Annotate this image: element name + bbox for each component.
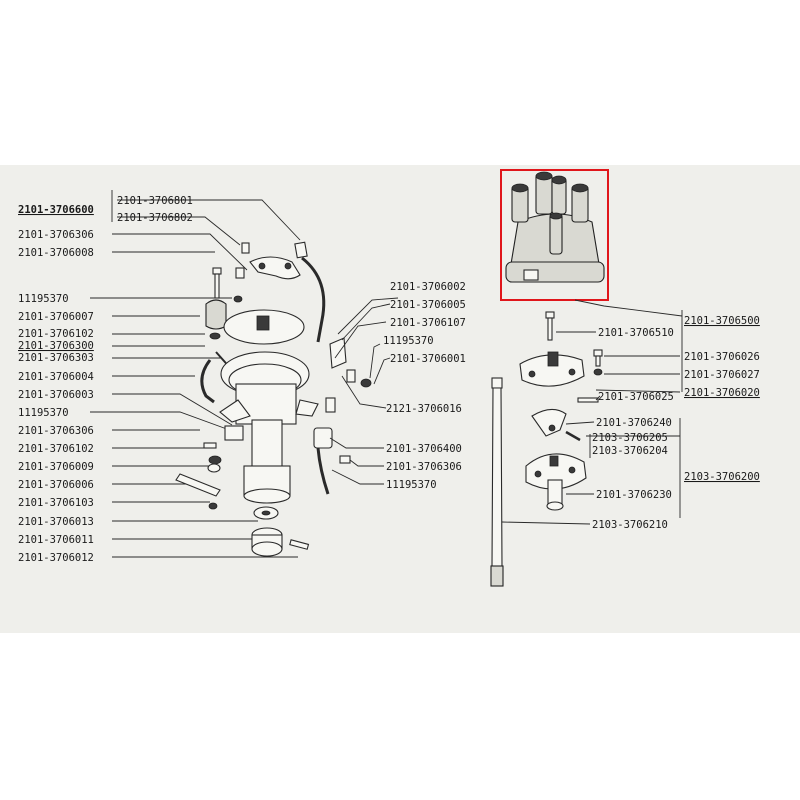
part-label: 2101-3706303 — [18, 352, 94, 364]
part-label: 2101-3706009 — [18, 461, 94, 473]
part-label: 2101-3706001 — [390, 353, 466, 365]
part-label: 2101-3706002 — [390, 281, 466, 293]
part-label: 2101-3706801 — [117, 195, 193, 207]
part-label: 2101-3706240 — [596, 417, 672, 429]
distributor-assembly — [90, 190, 398, 557]
part-label: 2101-3706500 — [684, 315, 760, 327]
part-label: 2103-3706205 — [592, 432, 668, 444]
part-label: 2101-3706102 — [18, 443, 94, 455]
part-label: 2101-3706003 — [18, 389, 94, 401]
part-label: 2101-3706802 — [117, 212, 193, 224]
part-label: 2101-3706007 — [18, 311, 94, 323]
part-label: 2101-3706230 — [596, 489, 672, 501]
part-label: 2101-3706510 — [598, 327, 674, 339]
part-label: 2101-3706005 — [390, 299, 466, 311]
part-label: 11195370 — [383, 335, 434, 347]
part-label: 2101-3706026 — [684, 351, 760, 363]
part-label: 2101-3706300 — [18, 340, 94, 352]
part-label: 2101-3706600 — [18, 204, 94, 216]
part-label: 2101-3706012 — [18, 552, 94, 564]
part-label: 2101-3706013 — [18, 516, 94, 528]
part-label: 2103-3706200 — [684, 471, 760, 483]
distributor-cap — [506, 172, 604, 282]
part-label: 2101-3706103 — [18, 497, 94, 509]
left-labels — [18, 195, 193, 564]
middle-labels — [383, 281, 466, 491]
part-label: 2101-3706006 — [18, 479, 94, 491]
part-label: 2101-3706027 — [684, 369, 760, 381]
part-label: 11195370 — [18, 407, 69, 419]
part-label: 2101-3706102 — [18, 328, 94, 340]
part-label: 2101-3706400 — [386, 443, 462, 455]
part-label: 2101-3706011 — [18, 534, 94, 546]
part-label: 2101-3706020 — [684, 387, 760, 399]
part-label: 2101-3706107 — [390, 317, 466, 329]
part-label: 2101-3706306 — [386, 461, 462, 473]
part-label: 2121-3706016 — [386, 403, 462, 415]
part-label: 2101-3706004 — [18, 371, 94, 383]
part-label: 11195370 — [18, 293, 69, 305]
right-labels — [592, 315, 760, 531]
part-label: 2101-3706306 — [18, 229, 94, 241]
part-label: 2101-3706008 — [18, 247, 94, 259]
part-label: 2103-3706210 — [592, 519, 668, 531]
part-label: 2101-3706306 — [18, 425, 94, 437]
part-label: 2103-3706204 — [592, 445, 668, 457]
part-label: 11195370 — [386, 479, 437, 491]
part-label: 2101-3706025 — [598, 391, 674, 403]
